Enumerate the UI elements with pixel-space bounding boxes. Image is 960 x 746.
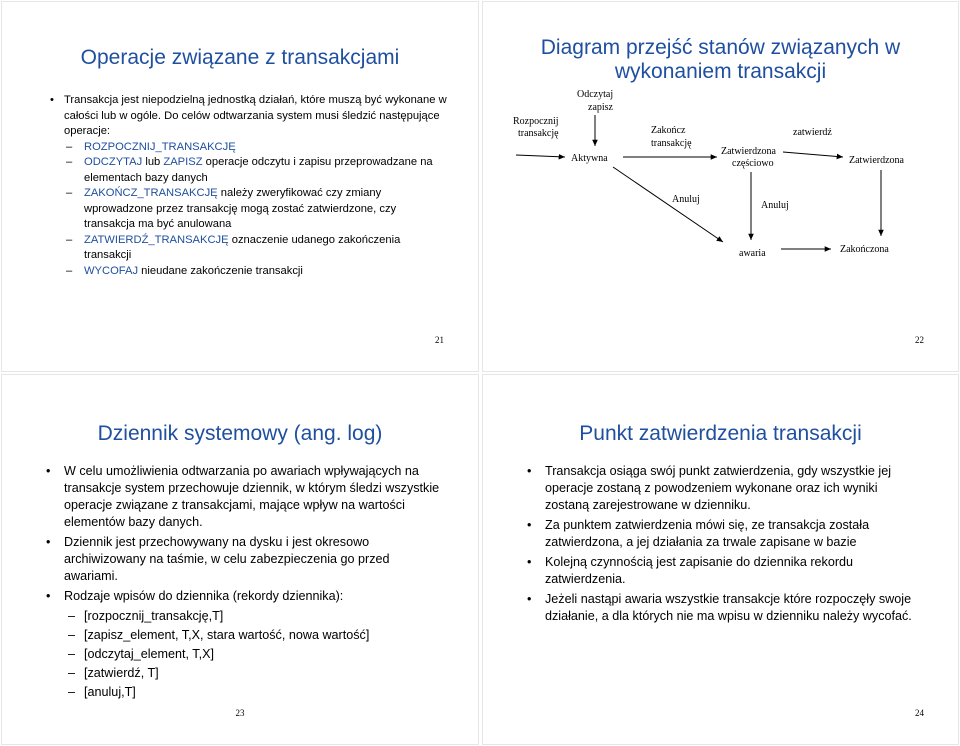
title-line: wykonaniem transakcji xyxy=(614,59,827,83)
list-item: • Kolejną czynnością jest zapisanie do dziennika rekordu zatwierdzenia. xyxy=(521,554,921,588)
arrow xyxy=(516,155,565,157)
state-aktywna: Aktywna xyxy=(571,153,608,164)
keyword: WYCOFAJ xyxy=(84,264,139,277)
connector-text: lub xyxy=(142,156,164,168)
description: nieudane zakończenie transakcji xyxy=(138,264,303,277)
slide-title: Punkt zatwierdzenia transakcji xyxy=(579,422,862,445)
log-record: – [zapisz_element, T,X, stara wartość, nowa wartość] xyxy=(40,627,445,644)
label-zatwierdz: zatwierdź xyxy=(793,127,832,138)
log-record: – [odczytaj_element, T,X] xyxy=(40,646,445,663)
label-odczytaj: Odczytaj xyxy=(577,89,614,100)
label-awaria: awaria xyxy=(739,248,766,259)
state-transition-diagram xyxy=(483,2,960,373)
list-item: • Dziennik jest przechowywany na dysku i jest okresowo archiwizowany na taśmie, w celu zabezpieczenia go przed awariami. xyxy=(40,534,445,585)
operations-list xyxy=(48,93,448,279)
description: należy zweryfikować czy zmiany wprowadzone przez transakcję mogą zostać zatwierdzone, czy transakcja ma być anulowana xyxy=(84,187,397,230)
list-item: • Transakcja osiąga swój punkt zatwierdzenia, gdy wszystkie jej operacje zostaną z powodzeniem wykonane oraz ich wyniki zostaną zarejestrowane w dzienniku. xyxy=(521,463,921,514)
title-line: Diagram przejść stanów związanych w xyxy=(540,36,901,59)
list-item: • Transakcja jest niepodzielną jednostką działań, które muszą być wykonane w całości lub w ogóle. Do celów odtwarzania system musi śledzić następujące operacje: xyxy=(48,93,448,140)
label-zakoncz: Zakończ xyxy=(651,125,686,136)
sub-item xyxy=(48,233,448,264)
page-number: 23 xyxy=(235,708,245,718)
list-item: • Jeżeli nastąpi awaria wszystkie transakcje które rozpoczęły swoje działanie, a dla których nie ma wpisu w dzienniku należy wycofać. xyxy=(521,591,921,625)
log-record: – [anuluj,T] xyxy=(40,684,445,701)
state-zatwierdzona: Zatwierdzona xyxy=(849,155,904,166)
arrow xyxy=(783,152,843,157)
slide-23 xyxy=(1,374,479,745)
commit-point-list xyxy=(521,463,921,628)
log-list xyxy=(40,463,445,703)
keyword: ODCZYTAJ xyxy=(84,156,143,168)
slide-title: Dziennik systemowy (ang. log) xyxy=(97,422,383,445)
page-number: 22 xyxy=(915,335,924,345)
sub-item xyxy=(48,186,448,233)
label-anuluj: Anuluj xyxy=(761,200,789,211)
log-record: – [zatwierdź, T] xyxy=(40,665,445,682)
log-record: – [rozpocznij_transakcję,T] xyxy=(40,608,445,625)
keyword: ZAPISZ xyxy=(163,156,203,168)
state-czesciowo: częściowo xyxy=(732,158,774,169)
slide-21 xyxy=(1,1,479,372)
label-anuluj: Anuluj xyxy=(672,194,700,205)
description: operacje odczytu i zapisu przeprowadzane na elementach bazy danych xyxy=(84,156,433,184)
label-transakcje: transakcję xyxy=(518,128,559,139)
slide-24 xyxy=(482,374,959,745)
description: oznaczenie udanego zakończenia transakcji xyxy=(84,233,401,261)
keyword: ZAKOŃCZ_TRANSAKCJĘ xyxy=(84,187,218,199)
state-zatwierdzona-czesciowo: Zatwierdzona xyxy=(721,146,776,157)
slide-title: Operacje związane z transakcjami xyxy=(80,46,400,69)
list-item: • Za punktem zatwierdzenia mówi się, ze transakcja została zatwierdzona, a jej działania za trwale zapisane w bazie xyxy=(521,517,921,551)
page-number: 24 xyxy=(915,708,924,718)
list-item: • W celu umożliwienia odtwarzania po awariach wpływających na transakcje system przechowuje dziennik, w którym śledzi wszystkie operacje związane z transakcjami, mające wpływ na wartości elementów bazy danych. xyxy=(40,463,445,531)
state-zakonczona: Zakończona xyxy=(840,244,889,255)
label-zapisz: zapisz xyxy=(588,102,613,113)
keyword: ROZPOCZNIJ_TRANSAKCJĘ xyxy=(84,140,236,153)
slide-22 xyxy=(482,1,959,372)
keyword: ZATWIERDŹ_TRANSAKCJĘ xyxy=(84,233,229,246)
sub-item xyxy=(48,140,448,156)
list-item: • Rodzaje wpisów do dziennika (rekordy dziennika): xyxy=(40,588,445,605)
page-number: 21 xyxy=(435,335,444,345)
arrow xyxy=(613,167,723,242)
label-rozpocznij: Rozpocznij xyxy=(513,116,559,127)
label-zakoncz-transakcje: transakcję xyxy=(651,138,692,149)
sub-item xyxy=(48,155,448,186)
sub-item xyxy=(48,264,448,280)
